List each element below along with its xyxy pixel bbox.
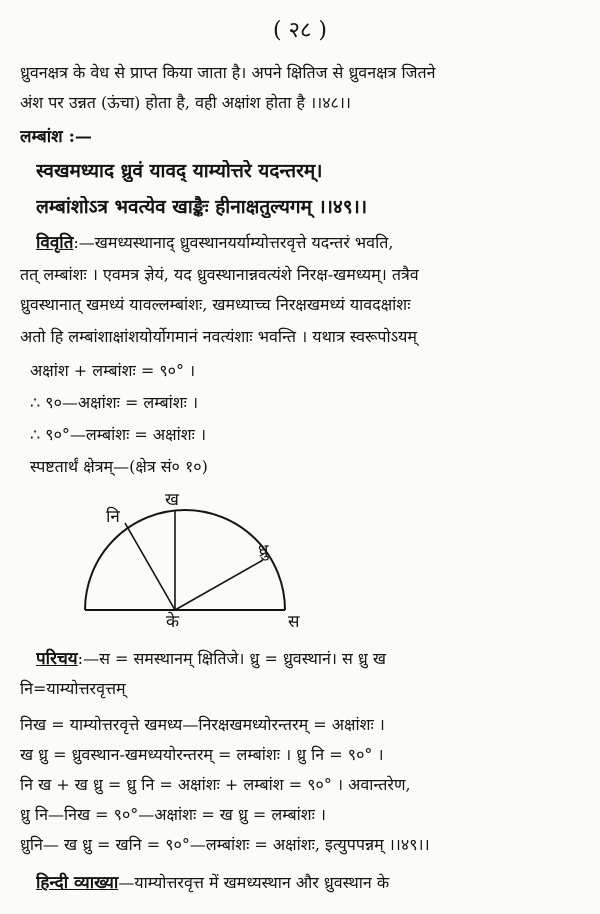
parichaya-line-1 bbox=[36, 648, 600, 670]
parichaya-first: :—स = समस्थानम् क्षितिजे। ध्रु = ध्रुवस्थानं। स ध्रु ख bbox=[77, 649, 386, 668]
lambamsha-heading: लम्बांश :— bbox=[20, 127, 92, 147]
label-sa: स bbox=[288, 612, 300, 630]
pole-line bbox=[175, 560, 263, 610]
equator-line bbox=[125, 523, 175, 610]
hindi-text: —याम्योत्तरवृत्त में खमध्यस्थान और ध्रुवस्थान के bbox=[118, 873, 390, 892]
verse-line-1: स्वखमध्याद ध्रुवं यावद् याम्योत्तरे यदन्तरम्। bbox=[36, 160, 323, 182]
vivriti-line-1 bbox=[36, 232, 600, 254]
vivriti-line-3: ध्रुवस्थानात् खमध्यं यावल्लम्बांशः, खमध्याच्च निरक्षखमध्यं यावदक्षांशः bbox=[20, 295, 411, 314]
parichaya-label: परिचय bbox=[36, 649, 78, 669]
parichaya-line-6: ध्रु नि—निख = ९०°—अक्षांशः = ख ध्रु = लम्बांशः । bbox=[20, 805, 326, 824]
figure-caption: स्पष्टतार्थं क्षेत्रम्—(क्षेत्र सं० १०) bbox=[30, 457, 208, 476]
parichaya-line-7: ध्रुनि— ख ध्रु = खनि = ९०°—लम्बांशः = अक्षांशः, इत्युपपन्नम् ।।४९।। bbox=[20, 835, 430, 854]
parichaya-line-5: नि ख + ख ध्रु = ध्रु नि = अक्षांशः + लम्बांश = ९०° । अवान्तरेण, bbox=[20, 775, 411, 794]
parichaya-line-2: नि=याम्योत्तरवृत्तम् bbox=[20, 679, 126, 698]
body-line-2: अंश पर उन्नत (ऊंचा) होता है, वही अक्षांश होता है ।।४८।। bbox=[20, 93, 351, 112]
body-line-1: ध्रुवनक्षत्र के वेध से प्राप्त किया जाता है। अपने क्षितिज से ध्रुवनक्षत्र जितने bbox=[20, 63, 436, 82]
celestial-diagram bbox=[80, 490, 320, 630]
parichaya-line-4: ख ध्रु = ध्रुवस्थान-खमध्ययोरन्तरम् = लम्बांशः । ध्रु नि = ९०° । bbox=[20, 745, 384, 764]
label-dhru: ध्रु bbox=[258, 541, 269, 561]
vivriti-line-4: अतो हि लम्बांशाक्षांशयोर्योगमानं नवत्यंशाः भवन्ति । यथात्र स्वरूपोऽयम् bbox=[20, 327, 417, 346]
label-kha: ख bbox=[165, 490, 179, 510]
formula-3: ∴ ९०°—लम्बांशः = अक्षांशः । bbox=[30, 425, 207, 444]
label-ke: के bbox=[166, 612, 180, 630]
page-number: ( २८ ) bbox=[272, 18, 328, 43]
formula-2: ∴ ९०—अक्षांशः = लम्बांशः । bbox=[30, 393, 199, 412]
hindi-label: हिन्दी व्याख्या bbox=[36, 873, 119, 893]
vivriti-label: विवृति bbox=[36, 233, 74, 253]
label-ni: नि bbox=[106, 507, 120, 527]
vivriti-first: :—खमध्यस्थानाद् ध्रुवस्थानयर्याम्योत्तरवृत्ते यदन्तरं भवति, bbox=[73, 233, 394, 252]
verse-line-2: लम्बांशोऽत्र भवत्येव खाङ्कैः हीनाक्षतुल्यगम् ।।४९।। bbox=[36, 196, 368, 218]
formula-1: अक्षांश + लम्बांशः = ९०° । bbox=[30, 361, 196, 380]
hindi-line bbox=[36, 872, 600, 894]
vivriti-line-2: तत् लम्बांशः । एवमत्र ज्ञेयं, यद ध्रुवस्थानान्नवत्यंशे निरक्ष-खमध्यम्। तत्रैव bbox=[20, 265, 419, 284]
parichaya-line-3: निख = याम्योत्तरवृत्ते खमध्य—निरक्षखमध्योरन्तरम् = अक्षांशः । bbox=[20, 715, 385, 734]
